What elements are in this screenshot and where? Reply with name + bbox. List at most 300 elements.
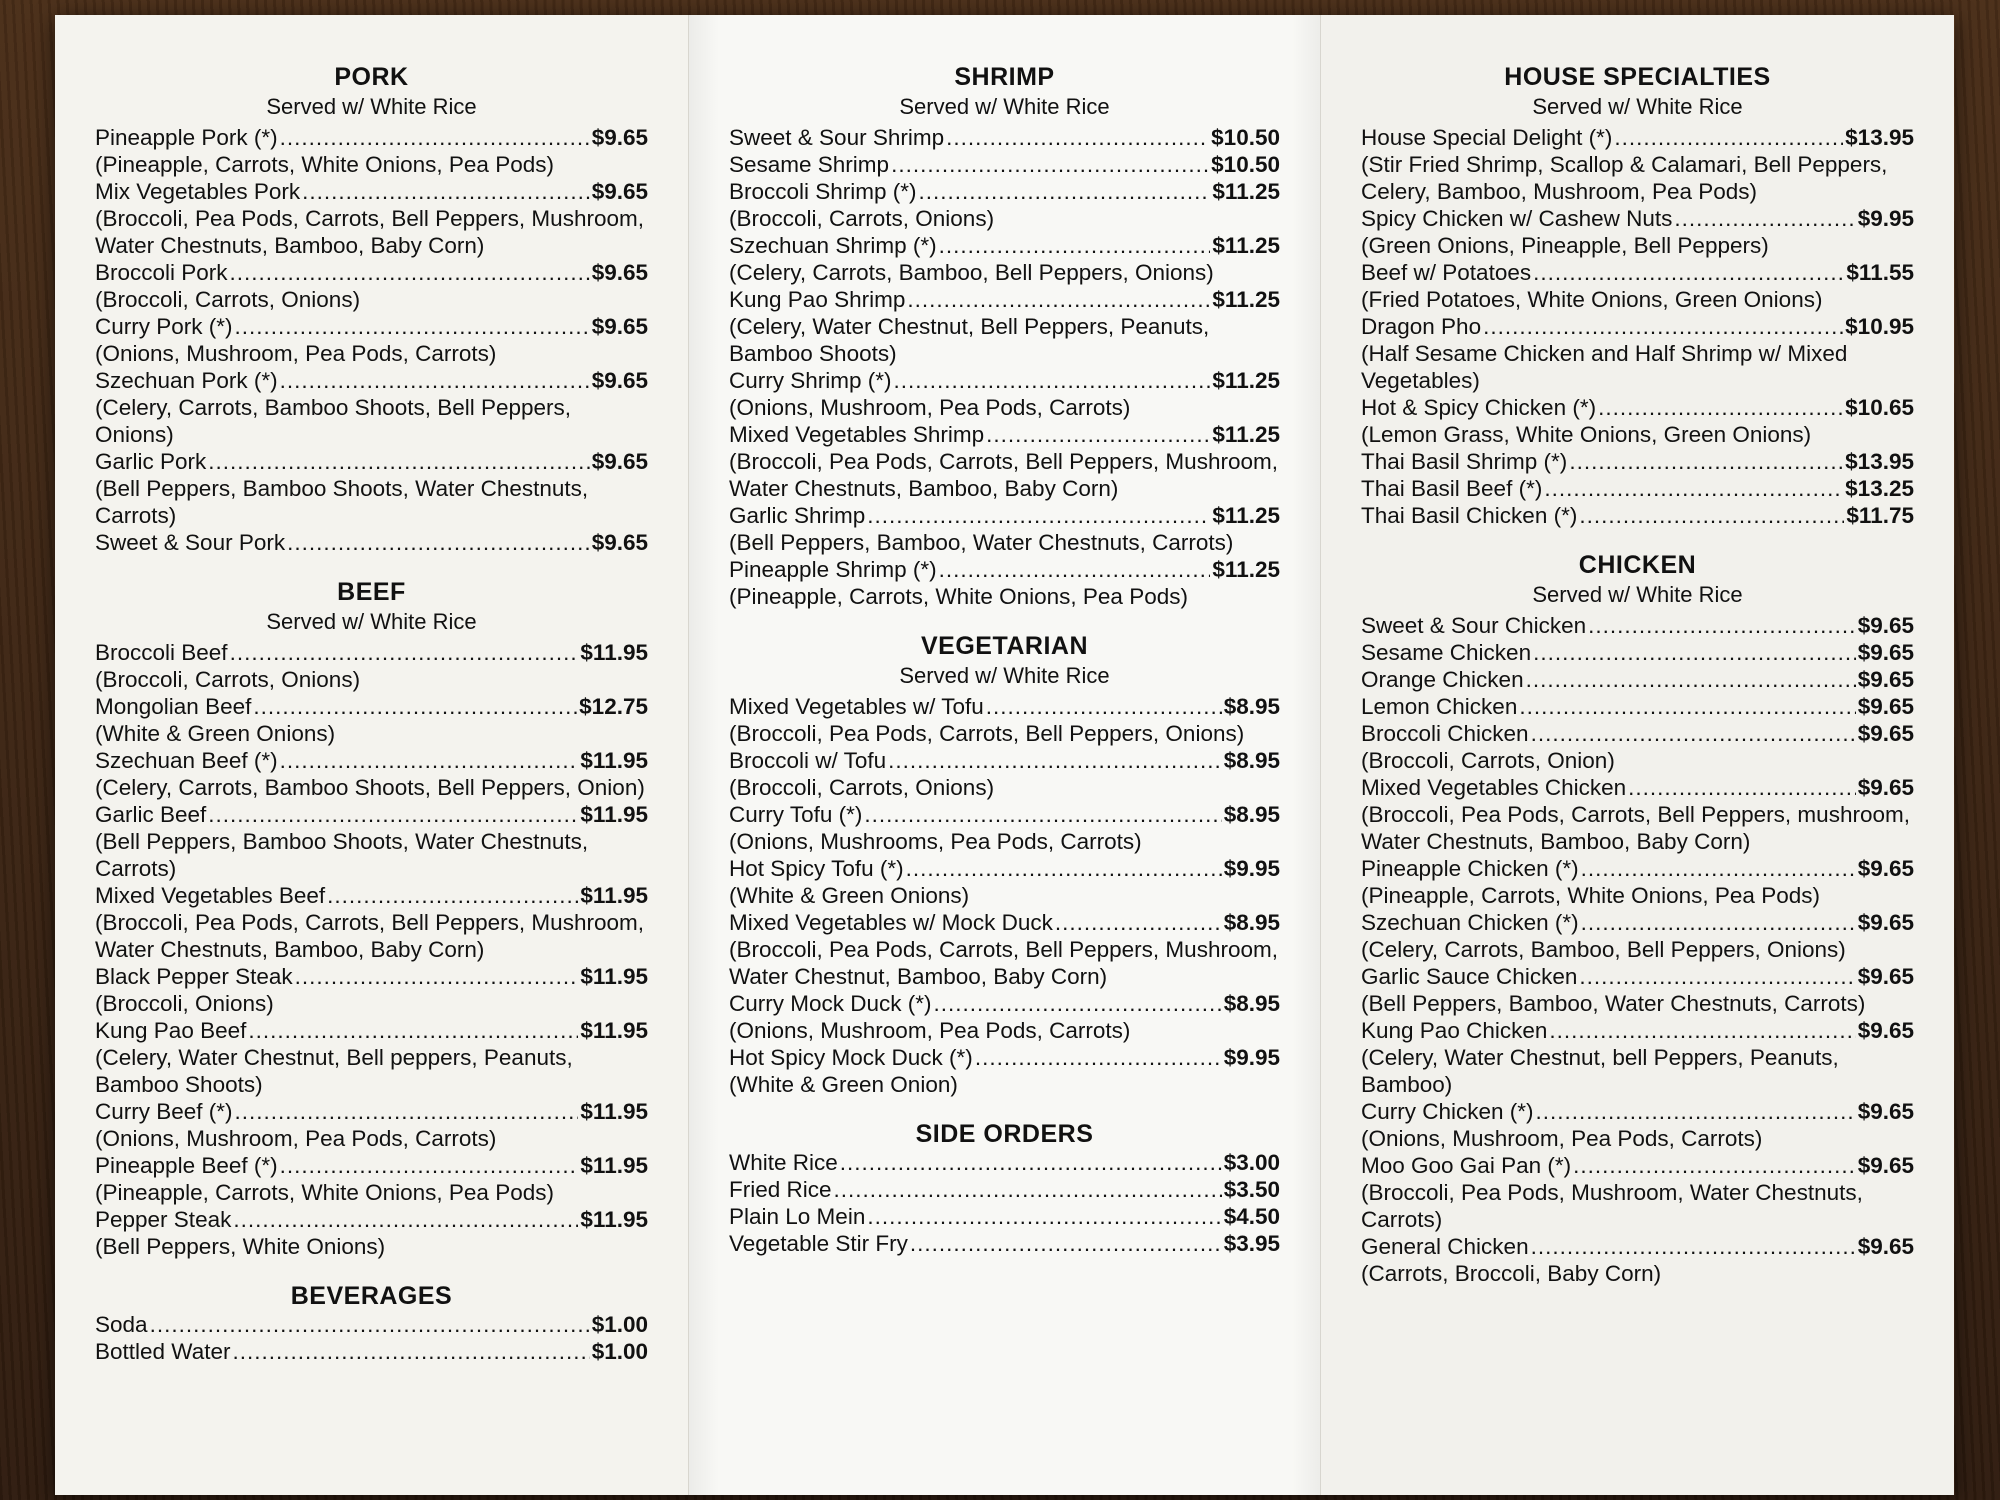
menu-item — [1361, 1017, 1914, 1098]
dot-leader — [939, 232, 1211, 259]
menu-item-row — [1361, 639, 1914, 666]
menu-item-row — [95, 963, 648, 990]
item-description: (Broccoli, Pea Pods, Carrots, Bell Peppers, Mushroom, Water Chestnuts, Bamboo, Baby Corn) — [95, 910, 644, 962]
item-description: (Bell Peppers, Bamboo Shoots, Water Chestnuts, Carrots) — [95, 829, 589, 881]
item-name: Sesame Shrimp — [729, 152, 890, 177]
menu-item-row — [95, 1017, 648, 1044]
item-price: $8.95 — [1223, 748, 1280, 773]
menu-item — [1361, 1098, 1914, 1152]
menu-item — [729, 367, 1280, 421]
section-shrimp — [729, 63, 1280, 610]
item-price: $13.95 — [1845, 449, 1914, 474]
menu-item-row — [729, 232, 1280, 259]
section-title: PORK — [334, 63, 409, 91]
section-title: CHICKEN — [1578, 551, 1697, 579]
dot-leader — [233, 1206, 578, 1233]
dot-leader — [867, 1203, 1221, 1230]
item-description: (Bell Peppers, White Onions) — [95, 1234, 386, 1259]
dot-leader — [1573, 1152, 1856, 1179]
menu-item — [95, 1017, 648, 1098]
item-price: $11.95 — [580, 1153, 648, 1178]
menu-item-row — [95, 124, 648, 151]
menu-item — [95, 1152, 648, 1206]
item-description: (Bell Peppers, Bamboo, Water Chestnuts, Carrots) — [1361, 991, 1866, 1016]
dot-leader — [1533, 259, 1844, 286]
item-name: Mixed Vegetables w/ Tofu — [729, 694, 984, 719]
item-price: $9.65 — [1857, 856, 1914, 881]
menu-item — [729, 1230, 1280, 1257]
dot-leader — [208, 801, 578, 828]
menu-item-row — [95, 1206, 648, 1233]
item-description: (Broccoli, Carrots, Onions) — [729, 206, 995, 231]
menu-item-row — [1361, 1098, 1914, 1125]
item-name: Thai Basil Shrimp (*) — [1361, 449, 1568, 474]
dot-leader — [1533, 639, 1856, 666]
item-name: General Chicken — [1361, 1234, 1529, 1259]
item-price: $11.95 — [580, 883, 648, 908]
dot-leader — [280, 1152, 579, 1179]
item-description: (Pineapple, Carrots, White Onions, Pea Pods) — [1361, 883, 1820, 908]
menu-item — [1361, 313, 1914, 394]
section-vegetarian — [729, 632, 1280, 1098]
item-price: $10.50 — [1211, 125, 1280, 150]
section-chicken — [1361, 551, 1914, 1287]
item-name: Plain Lo Mein — [729, 1204, 866, 1229]
item-name: Curry Mock Duck (*) — [729, 991, 932, 1016]
item-name: Fried Rice — [729, 1177, 832, 1202]
menu-item — [1361, 774, 1914, 855]
menu-item — [1361, 394, 1914, 448]
menu-sheet — [55, 15, 1955, 1495]
menu-item — [95, 963, 648, 1017]
item-description: (Broccoli, Carrots, Onions) — [95, 667, 361, 692]
menu-item-row — [1361, 1017, 1914, 1044]
item-description: (Celery, Carrots, Bamboo, Bell Peppers, Onions) — [729, 260, 1214, 285]
dot-leader — [906, 855, 1222, 882]
item-name: Garlic Shrimp — [729, 503, 866, 528]
item-price: $3.00 — [1223, 1150, 1280, 1175]
menu-item — [1361, 1233, 1914, 1287]
menu-item — [729, 124, 1280, 151]
item-name: Sweet & Sour Shrimp — [729, 125, 945, 150]
item-description: (Bell Peppers, Bamboo Shoots, Water Chestnuts, Carrots) — [95, 476, 589, 528]
item-price: $9.65 — [591, 449, 648, 474]
item-name: Mongolian Beef — [95, 694, 252, 719]
item-name: Orange Chicken — [1361, 667, 1524, 692]
dot-leader — [1519, 693, 1855, 720]
item-price: $3.95 — [1223, 1231, 1280, 1256]
dot-leader — [894, 367, 1211, 394]
item-name: Soda — [95, 1312, 148, 1337]
menu-item-row — [729, 1176, 1280, 1203]
item-price: $9.65 — [591, 314, 648, 339]
item-description: (Broccoli, Pea Pods, Carrots, Bell Peppers, Onions) — [729, 721, 1245, 746]
menu-item — [1361, 124, 1914, 205]
item-price: $9.65 — [1857, 667, 1914, 692]
item-name: Lemon Chicken — [1361, 694, 1518, 719]
menu-item-row — [1361, 502, 1914, 529]
dot-leader — [891, 151, 1209, 178]
item-name: Pineapple Pork (*) — [95, 125, 278, 150]
item-description: (Pineapple, Carrots, White Onions, Pea Pods) — [95, 152, 554, 177]
menu-item — [95, 639, 648, 693]
menu-item — [95, 747, 648, 801]
item-description: (Broccoli, Carrots, Onions) — [95, 287, 361, 312]
section-subtitle: Served w/ White Rice — [899, 94, 1110, 119]
item-description: (Half Sesame Chicken and Half Shrimp w/ Mixed Vegetables) — [1361, 341, 1848, 393]
item-price: $11.55 — [1846, 260, 1914, 285]
menu-item — [729, 801, 1280, 855]
menu-item — [729, 1203, 1280, 1230]
menu-panel-right — [1321, 15, 1954, 1495]
item-name: Pineapple Chicken (*) — [1361, 856, 1579, 881]
dot-leader — [1569, 448, 1843, 475]
item-name: Hot Spicy Tofu (*) — [729, 856, 904, 881]
menu-item — [729, 421, 1280, 502]
item-description: (Broccoli, Pea Pods, Carrots, Bell Peppers, mushroom, Water Chestnuts, Bamboo, Baby Corn) — [1361, 802, 1910, 854]
item-price: $9.65 — [1857, 1153, 1914, 1178]
menu-item-row — [1361, 1152, 1914, 1179]
item-name: Thai Basil Beef (*) — [1361, 476, 1543, 501]
item-description: (Celery, Carrots, Bamboo, Bell Peppers, Onions) — [1361, 937, 1846, 962]
dot-leader — [150, 1311, 590, 1338]
dot-leader — [834, 1176, 1222, 1203]
menu-item-row — [1361, 259, 1914, 286]
dot-leader — [208, 448, 589, 475]
item-name: Mixed Vegetables Shrimp — [729, 422, 985, 447]
item-description: (Celery, Water Chestnut, Bell Peppers, Peanuts, Bamboo Shoots) — [729, 314, 1210, 366]
menu-item-row — [1361, 693, 1914, 720]
item-name: Sweet & Sour Chicken — [1361, 613, 1587, 638]
section-subtitle: Served w/ White Rice — [1532, 582, 1743, 607]
menu-item — [1361, 639, 1914, 666]
item-price: $11.25 — [1212, 179, 1280, 204]
menu-item — [729, 502, 1280, 556]
item-name: Dragon Pho — [1361, 314, 1482, 339]
menu-item — [729, 909, 1280, 990]
item-description: (Broccoli, Pea Pods, Mushroom, Water Chestnuts, Carrots) — [1361, 1180, 1863, 1232]
dot-leader — [253, 693, 577, 720]
item-price: $9.65 — [1857, 613, 1914, 638]
menu-item-row — [729, 556, 1280, 583]
item-price: $9.95 — [1223, 856, 1280, 881]
menu-item-row — [729, 693, 1280, 720]
item-description: (Broccoli, Pea Pods, Carrots, Bell Peppers, Mushroom, Water Chestnut, Bamboo, Baby Corn) — [729, 937, 1278, 989]
item-price: $9.65 — [1857, 964, 1914, 989]
dot-leader — [1055, 909, 1222, 936]
menu-item — [95, 1311, 648, 1338]
item-price: $9.65 — [1857, 1018, 1914, 1043]
item-name: Mixed Vegetables Beef — [95, 883, 326, 908]
menu-item-row — [1361, 963, 1914, 990]
menu-item-row — [95, 747, 648, 774]
dot-leader — [939, 556, 1211, 583]
item-name: Sweet & Sour Pork — [95, 530, 286, 555]
menu-item-row — [95, 1338, 648, 1365]
item-name: Curry Tofu (*) — [729, 802, 863, 827]
menu-item — [95, 529, 648, 556]
item-name: Spicy Chicken w/ Cashew Nuts — [1361, 206, 1673, 231]
menu-item-row — [1361, 394, 1914, 421]
menu-item — [729, 693, 1280, 747]
item-name: Beef w/ Potatoes — [1361, 260, 1532, 285]
item-name: White Rice — [729, 1150, 838, 1175]
menu-item — [729, 1176, 1280, 1203]
dot-leader — [907, 286, 1210, 313]
menu-item — [1361, 475, 1914, 502]
item-description: (Pineapple, Carrots, White Onions, Pea Pods) — [729, 584, 1188, 609]
menu-panel-middle — [688, 15, 1321, 1495]
item-price: $13.95 — [1845, 125, 1914, 150]
item-name: Curry Pork (*) — [95, 314, 233, 339]
section-subtitle: Served w/ White Rice — [266, 94, 477, 119]
menu-item — [1361, 720, 1914, 774]
menu-item-row — [95, 367, 648, 394]
dot-leader — [1628, 774, 1856, 801]
section-title: VEGETARIAN — [920, 632, 1089, 660]
menu-item-row — [729, 1149, 1280, 1176]
dot-leader — [1581, 909, 1856, 936]
dot-leader — [1531, 1233, 1856, 1260]
item-price: $11.95 — [580, 1018, 648, 1043]
menu-item-row — [1361, 909, 1914, 936]
item-name: Curry Chicken (*) — [1361, 1099, 1534, 1124]
item-price: $11.25 — [1212, 503, 1280, 528]
item-price: $9.65 — [1857, 640, 1914, 665]
menu-item — [95, 259, 648, 313]
item-name: Garlic Pork — [95, 449, 207, 474]
menu-item — [95, 448, 648, 529]
menu-item — [95, 801, 648, 882]
menu-item — [95, 367, 648, 448]
menu-item-row — [95, 639, 648, 666]
menu-item-row — [1361, 774, 1914, 801]
menu-item-row — [95, 882, 648, 909]
section-pork — [95, 63, 648, 556]
item-price: $9.65 — [1857, 694, 1914, 719]
item-price: $11.75 — [1846, 503, 1914, 528]
menu-item — [1361, 1152, 1914, 1233]
dot-leader — [919, 178, 1211, 205]
section-title: BEEF — [337, 578, 406, 606]
menu-item-row — [1361, 124, 1914, 151]
item-name: Curry Beef (*) — [95, 1099, 233, 1124]
item-price: $11.25 — [1212, 233, 1280, 258]
section-beverages — [95, 1282, 648, 1365]
menu-item — [729, 232, 1280, 286]
item-price: $11.95 — [580, 1207, 648, 1232]
section-title: BEVERAGES — [290, 1282, 453, 1310]
item-description: (White & Green Onion) — [729, 1072, 958, 1097]
item-description: (Onions, Mushroom, Pea Pods, Carrots) — [1361, 1126, 1763, 1151]
dot-leader — [975, 1044, 1222, 1071]
menu-item — [95, 178, 648, 259]
item-name: Szechuan Chicken (*) — [1361, 910, 1579, 935]
dot-leader — [327, 882, 578, 909]
menu-item — [95, 1206, 648, 1260]
item-price: $8.95 — [1223, 991, 1280, 1016]
menu-item — [1361, 205, 1914, 259]
item-name: Broccoli Chicken — [1361, 721, 1529, 746]
dot-leader — [235, 1098, 579, 1125]
dot-leader — [1536, 1098, 1856, 1125]
item-price: $9.65 — [1857, 775, 1914, 800]
dot-leader — [986, 693, 1222, 720]
item-description: (Lemon Grass, White Onions, Green Onions) — [1361, 422, 1812, 447]
section-title: SIDE ORDERS — [915, 1120, 1094, 1148]
menu-item — [95, 1098, 648, 1152]
menu-item-row — [95, 1152, 648, 1179]
item-price: $11.95 — [580, 1099, 648, 1124]
menu-item — [1361, 693, 1914, 720]
dot-leader — [1579, 963, 1855, 990]
menu-item-row — [729, 151, 1280, 178]
dot-leader — [934, 990, 1222, 1017]
item-name: Kung Pao Chicken — [1361, 1018, 1548, 1043]
item-price: $9.65 — [591, 368, 648, 393]
item-description: (Onions, Mushroom, Pea Pods, Carrots) — [729, 1018, 1131, 1043]
menu-item — [1361, 448, 1914, 475]
item-price: $9.65 — [1857, 1234, 1914, 1259]
item-name: Sesame Chicken — [1361, 640, 1532, 665]
item-name: Broccoli Beef — [95, 640, 228, 665]
item-price: $10.95 — [1845, 314, 1914, 339]
item-name: Curry Shrimp (*) — [729, 368, 892, 393]
item-description: (Celery, Carrots, Bamboo Shoots, Bell Peppers, Onions) — [95, 395, 572, 447]
item-name: Kung Pao Shrimp — [729, 287, 906, 312]
item-price: $8.95 — [1223, 802, 1280, 827]
section-title: HOUSE SPECIALTIES — [1504, 63, 1771, 91]
menu-item — [729, 990, 1280, 1044]
menu-item-row — [729, 1203, 1280, 1230]
section-subtitle: Served w/ White Rice — [1532, 94, 1743, 119]
dot-leader — [280, 747, 579, 774]
dot-leader — [1581, 855, 1856, 882]
dot-leader — [946, 124, 1209, 151]
item-name: Black Pepper Steak — [95, 964, 293, 989]
dot-leader — [235, 313, 590, 340]
item-description: (Celery, Water Chestnut, Bell peppers, Peanuts, Bamboo Shoots) — [95, 1045, 573, 1097]
menu-item-row — [729, 747, 1280, 774]
item-price: $13.25 — [1845, 476, 1914, 501]
menu-item-row — [1361, 720, 1914, 747]
item-price: $4.50 — [1223, 1204, 1280, 1229]
menu-item-row — [95, 259, 648, 286]
item-price: $10.65 — [1845, 395, 1914, 420]
item-name: Kung Pao Beef — [95, 1018, 247, 1043]
item-description: (Pineapple, Carrots, White Onions, Pea Pods) — [95, 1180, 554, 1205]
item-name: Moo Goo Gai Pan (*) — [1361, 1153, 1572, 1178]
item-price: $9.65 — [591, 125, 648, 150]
item-name: Thai Basil Chicken (*) — [1361, 503, 1578, 528]
menu-item — [1361, 612, 1914, 639]
menu-item-row — [729, 801, 1280, 828]
item-name: Pineapple Shrimp (*) — [729, 557, 937, 582]
item-price: $9.65 — [1857, 721, 1914, 746]
item-name: Mixed Vegetables Chicken — [1361, 775, 1627, 800]
menu-item — [95, 313, 648, 367]
menu-item-row — [729, 855, 1280, 882]
menu-item — [729, 556, 1280, 610]
menu-item-row — [95, 178, 648, 205]
item-name: Garlic Sauce Chicken — [1361, 964, 1578, 989]
dot-leader — [280, 367, 590, 394]
item-price: $12.75 — [579, 694, 648, 719]
item-name: Hot & Spicy Chicken (*) — [1361, 395, 1597, 420]
item-name: Garlic Beef — [95, 802, 207, 827]
dot-leader — [1614, 124, 1843, 151]
dot-leader — [910, 1230, 1222, 1257]
menu-item-row — [729, 1230, 1280, 1257]
menu-item — [1361, 909, 1914, 963]
item-name: Hot Spicy Mock Duck (*) — [729, 1045, 973, 1070]
item-description: (Celery, Carrots, Bamboo Shoots, Bell Peppers, Onion) — [95, 775, 645, 800]
dot-leader — [302, 178, 590, 205]
dot-leader — [1526, 666, 1856, 693]
item-name: Mixed Vegetables w/ Mock Duck — [729, 910, 1053, 935]
item-price: $1.00 — [591, 1312, 648, 1337]
menu-item-row — [729, 124, 1280, 151]
item-name: Szechuan Shrimp (*) — [729, 233, 937, 258]
item-name: Vegetable Stir Fry — [729, 1231, 908, 1256]
item-description: (White & Green Onions) — [95, 721, 336, 746]
item-price: $11.25 — [1212, 368, 1280, 393]
section-side-orders — [729, 1120, 1280, 1257]
menu-item-row — [1361, 475, 1914, 502]
item-price: $9.65 — [1857, 1099, 1914, 1124]
item-description: (Onions, Mushrooms, Pea Pods, Carrots) — [729, 829, 1142, 854]
menu-item-row — [1361, 855, 1914, 882]
menu-item — [1361, 502, 1914, 529]
item-price: $9.95 — [1857, 206, 1914, 231]
dot-leader — [1588, 612, 1856, 639]
item-name: Pepper Steak — [95, 1207, 232, 1232]
item-price: $1.00 — [591, 1339, 648, 1364]
item-price: $11.95 — [580, 964, 648, 989]
menu-item-row — [1361, 612, 1914, 639]
item-name: Szechuan Pork (*) — [95, 368, 278, 393]
item-name: House Special Delight (*) — [1361, 125, 1613, 150]
item-name: Broccoli Shrimp (*) — [729, 179, 917, 204]
menu-item-row — [95, 1311, 648, 1338]
menu-item — [729, 747, 1280, 801]
menu-item — [95, 1338, 648, 1365]
dot-leader — [248, 1017, 578, 1044]
item-price: $9.65 — [591, 260, 648, 285]
dot-leader — [864, 801, 1221, 828]
section-subtitle: Served w/ White Rice — [899, 663, 1110, 688]
menu-item-row — [729, 421, 1280, 448]
item-price: $8.95 — [1223, 910, 1280, 935]
menu-item — [1361, 666, 1914, 693]
item-description: (Green Onions, Pineapple, Bell Peppers) — [1361, 233, 1769, 258]
item-name: Pineapple Beef (*) — [95, 1153, 278, 1178]
dot-leader — [1674, 205, 1855, 232]
item-price: $8.95 — [1223, 694, 1280, 719]
menu-item — [1361, 963, 1914, 1017]
item-name: Broccoli w/ Tofu — [729, 748, 887, 773]
menu-item-row — [1361, 313, 1914, 340]
item-description: (Onions, Mushroom, Pea Pods, Carrots) — [95, 341, 497, 366]
menu-item-row — [95, 801, 648, 828]
item-price: $9.65 — [1857, 910, 1914, 935]
dot-leader — [230, 259, 590, 286]
item-description: (White & Green Onions) — [729, 883, 970, 908]
menu-panel-left — [55, 15, 688, 1495]
menu-item-row — [95, 693, 648, 720]
menu-item — [95, 693, 648, 747]
dot-leader — [1544, 475, 1843, 502]
